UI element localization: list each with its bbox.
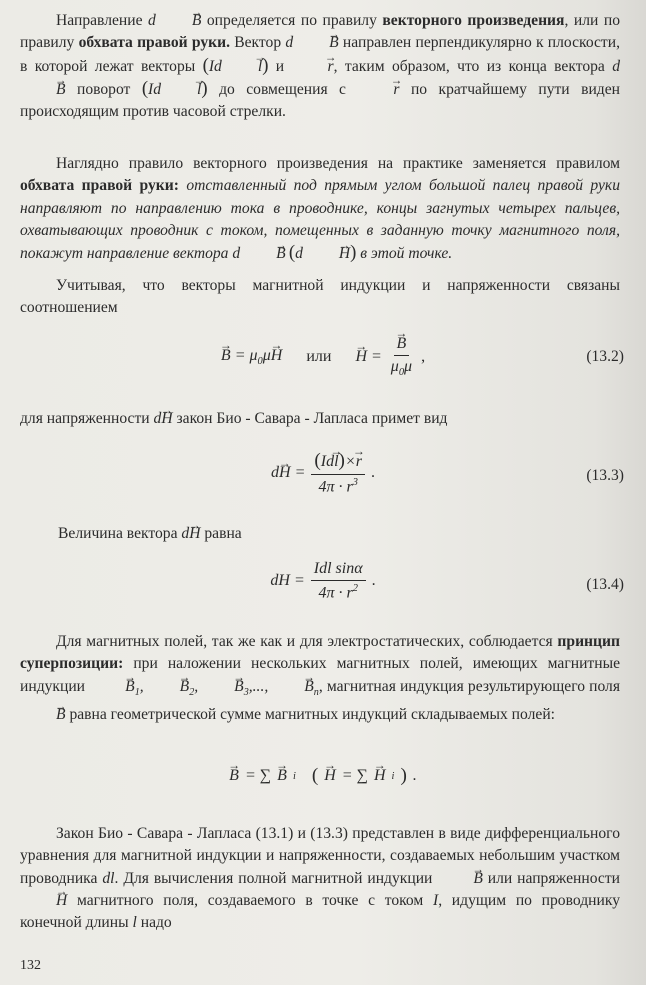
equation-superposition: → B = ∑ → B i ( → H = ∑ → H i ) . — [0, 765, 646, 787]
paragraph-bsl-intro: для напряженности d→ H закон Био - Савара - Лапласа примет вид — [20, 408, 620, 430]
equation-number-13-2: (13.2) — [586, 348, 624, 365]
paragraph-magnitude: Величина вектора d→ H равна — [58, 523, 618, 545]
paragraph-superposition: Для магнитных полей, так же как и для электростатических, соблюдается принцип суперпозиции: при наложении нескольких магнитных полей, имеющих магнитные индукции → $B_1,\to B_2,\to B_3,...,\to B_n$, магнитная индукция результирующего поля → B равна геометрической сумме магнитных индукций складываемых полей: — [20, 631, 620, 726]
equation-13-4: dH = $\frac{\text{Idl sinα}}{4\pi \cdot r^2}$ . — [270, 560, 376, 602]
equation-13-3: d→ H = $\frac{(Id\to l)\times\to r}{4\pi \cdot r^3}$ . — [0, 450, 646, 496]
equation-number-13-4: (13.4) — [586, 576, 624, 593]
paragraph-cross-product-rule: Направление d→ B определяется по правилу векторного произведения, или по правилу обхвата правой руки. Вектор d→ B направлен перпендикулярно к плоскости, в которой лежат векторы (Id→ l) и → r, таким образом, что из конца вектора d→ B поворот (Id→ l) до совмещения с → r по кратчайшему пути виден происходящим против часовой стрелки. — [20, 10, 620, 123]
paragraph-right-hand-rule: Наглядно правило векторного произведения на практике заменяется правилом обхвата правой руки: отставленный под прямым углом большой палец правой руки направляют по направлению тока в проводнике, концы загнутых четырех пальцев, охватывающих проводник с током, помещенных в заданную точку магнитного поля, покажут направление вектора d→ B (d→ H) в этой точке. — [20, 153, 620, 265]
paragraph-bsl-integration: Закон Био - Савара - Лапласа (13.1) и (13.3) представлен в виде дифференциального уравнения для магнитной индукции и напряженности, создаваемых небольшим участком проводника dl. Для вычисления полной магнитной индукции → B или напряженности → H магнитного поля, создаваемого в точке с током I, идущим по проводнику конечной длины l надо — [20, 823, 620, 934]
page-number: 132 — [20, 958, 41, 973]
equation-number-13-3: (13.3) — [586, 467, 624, 484]
equation-13-2: → $B = \mu_0\mu\to H$ или → H = → $\frac{B}{\mu_0\mu}$ , — [0, 335, 646, 378]
paragraph-relation-intro: Учитывая, что векторы магнитной индукции и напряженности связаны соотношением — [20, 277, 620, 317]
